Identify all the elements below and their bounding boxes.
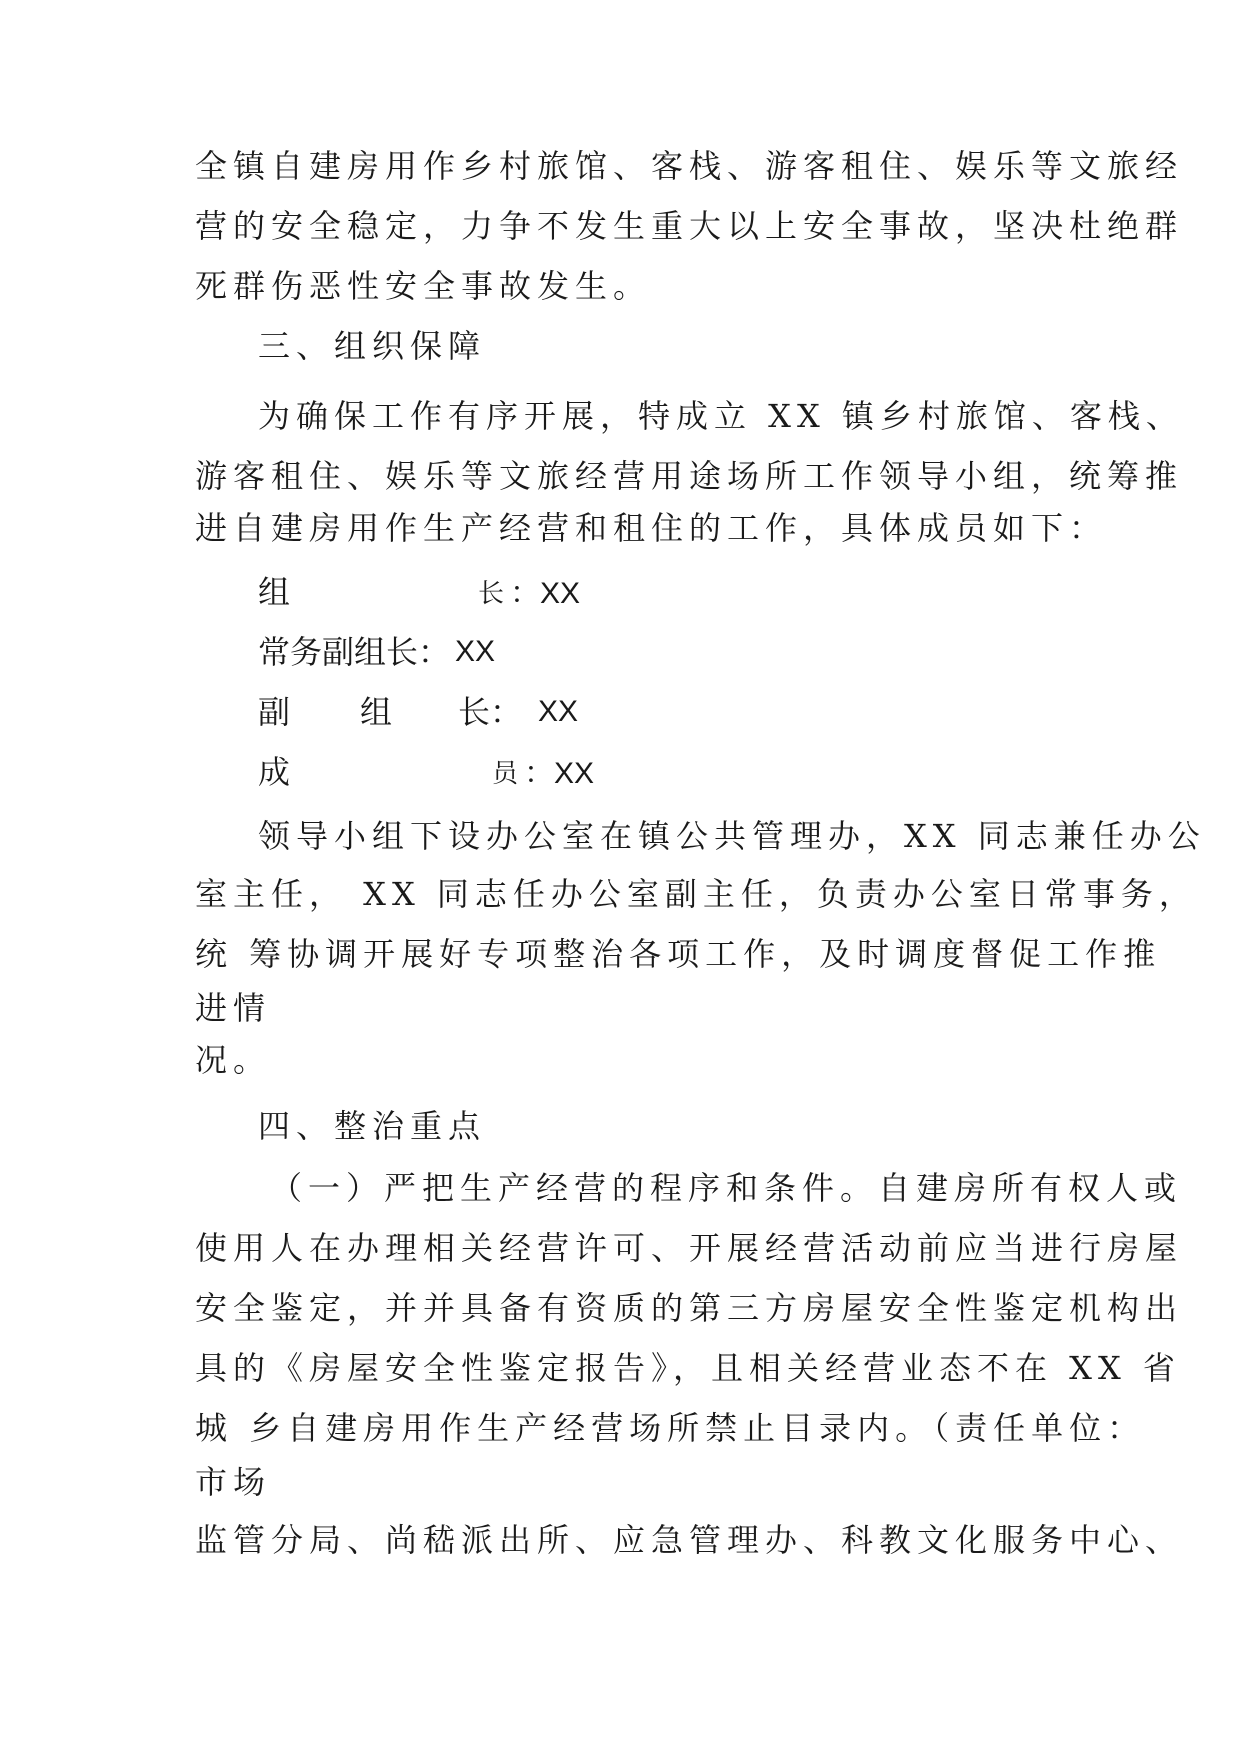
leader-label-end: 长 — [478, 579, 505, 609]
member-label-start: 成 — [258, 753, 291, 791]
section-heading: 三、组织保障 — [258, 327, 487, 365]
paragraph-line: 监管分局、尚嵇派出所、应急管理办、科教文化服务中心、 — [195, 1521, 1184, 1559]
paragraph-line: （一）严把生产经营的程序和条件。自建房所有权人或 — [270, 1169, 1183, 1207]
deputy-value: XX — [538, 695, 579, 728]
paragraph-line: 死群伤恶性安全事故发生。 — [195, 267, 652, 305]
leader-value: ：XX — [510, 577, 581, 610]
paragraph-line: 城 乡自建房用作生产经营场所禁止目录内。（责任单位： — [195, 1409, 1146, 1447]
paragraph-line: 游客租住、娱乐等文旅经营用途场所工作领导小组，统筹推 — [195, 457, 1184, 495]
paragraph-line: 市场 — [195, 1463, 272, 1501]
paragraph-line: 室主任， XX 同志任办公室副主任，负责办公室日常事务， — [195, 875, 1197, 913]
member-label-end: 员 — [492, 759, 519, 789]
exec-deputy-label: 常务副组长： — [258, 633, 451, 671]
paragraph-line: 营的安全稳定，力争不发生重大以上安全事故，坚决杜绝群 — [195, 207, 1184, 245]
paragraph-line: 进情 — [195, 989, 272, 1027]
paragraph-line: 具的《房屋安全性鉴定报告》，且相关经营业态不在 XX 省 — [195, 1349, 1181, 1387]
paragraph-line: 统 筹协调开展好专项整治各项工作，及时调度督促工作推 — [195, 935, 1162, 973]
exec-deputy-value: XX — [455, 635, 496, 668]
paragraph-line: 安全鉴定，并并具备有资质的第三方房屋安全性鉴定机构出 — [195, 1289, 1184, 1327]
paragraph-line: 为确保工作有序开展，特成立 XX 镇乡村旅馆、客栈、 — [258, 397, 1184, 435]
section-heading: 四、整治重点 — [258, 1107, 487, 1145]
member-value: ：XX — [524, 757, 595, 790]
paragraph-line: 况。 — [195, 1041, 272, 1079]
paragraph-line: 使用人在办理相关经营许可、开展经营活动前应当进行房屋 — [195, 1229, 1184, 1267]
paragraph-line: 全镇自建房用作乡村旅馆、客栈、游客租住、娱乐等文旅经 — [195, 147, 1184, 185]
deputy-label-3: 长： — [458, 693, 523, 731]
deputy-label-2: 组 — [360, 693, 393, 731]
paragraph-line: 领导小组下设办公室在镇公共管理办，XX 同志兼任办公 — [258, 817, 1206, 855]
deputy-label-1: 副 — [258, 693, 291, 731]
paragraph-line: 进自建房用作生产经营和租住的工作，具体成员如下： — [195, 509, 1108, 547]
leader-label-start: 组 — [258, 573, 291, 611]
